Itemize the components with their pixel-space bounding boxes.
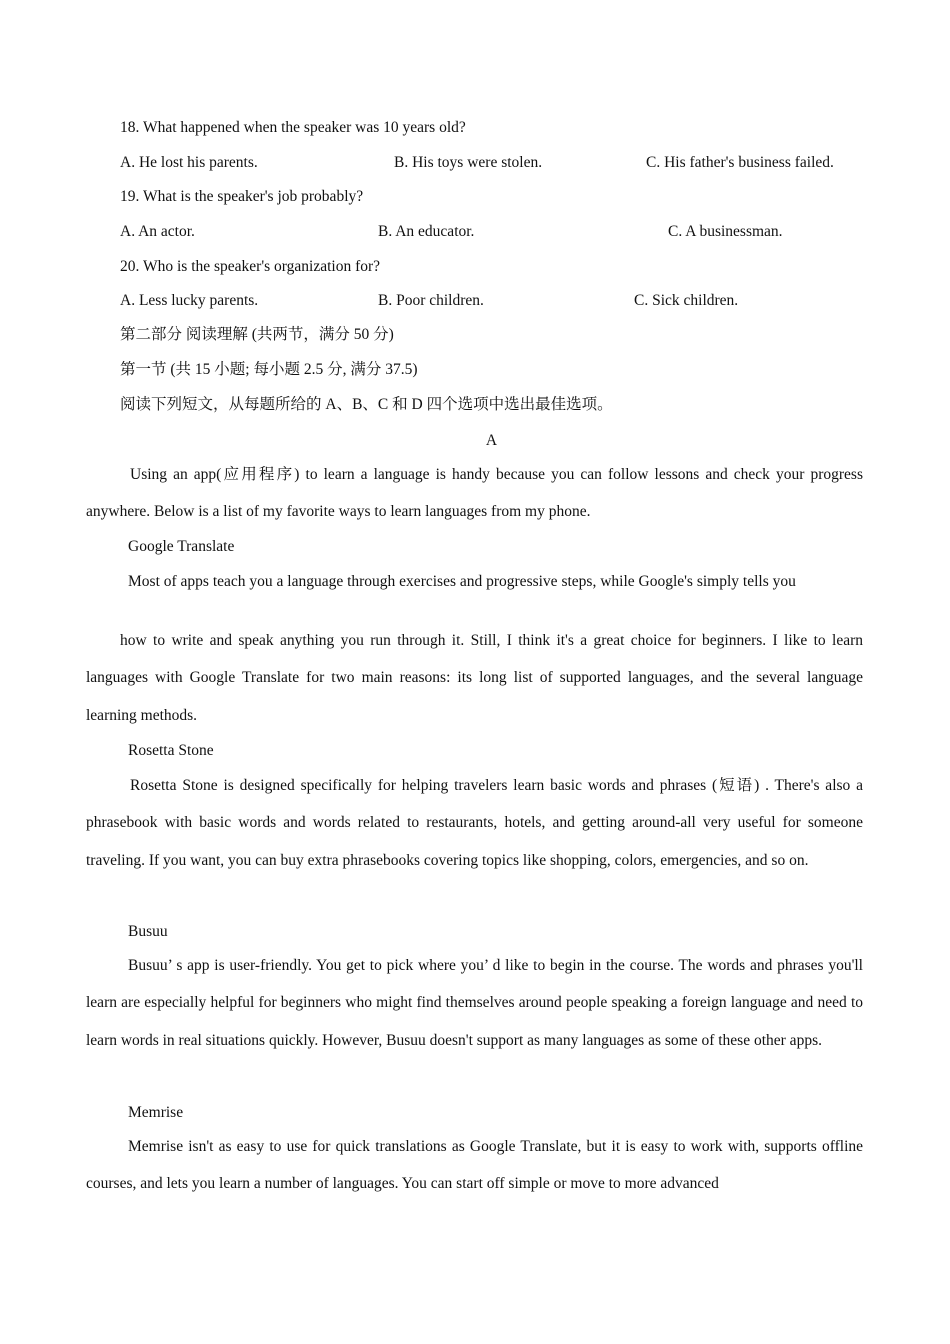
question-19-option-a: A. An actor.: [120, 223, 195, 240]
question-18-stem: 18. What happened when the speaker was 10 years old?: [120, 119, 466, 136]
busuu-paragraph: Busuu’ s app is user-friendly. You get to pick where you’ d like to begin in the course. The words and phrases you'll learn are especially helpful for beginners who might find themselves around people speaking a foreign language and need to learn words in real situations quickly. However, Busuu doesn't support as many languages as some of these other apps.: [86, 957, 863, 1049]
google-heading: Google Translate: [128, 538, 235, 555]
memrise-heading: Memrise: [128, 1104, 184, 1121]
section-sub-title: 第一节 (共 15 小题; 每小题 2.5 分, 满分 37.5): [120, 361, 418, 378]
google-paragraph-continued: how to write and speak anything you run through it. Still, I think it's a great choice for beginners. I like to learn languages with Google Translate for two main reasons: its long list of supported languages, and the several language learning methods.: [86, 632, 863, 724]
question-20-option-a: A. Less lucky parents.: [120, 292, 259, 309]
question-18-option-c: C. His father's business failed.: [646, 154, 834, 171]
question-19-stem: 19. What is the speaker's job probably?: [120, 188, 364, 205]
section-instruction: 阅读下列短文，从每题所给的 A、B、C 和 D 四个选项中选出最佳选项。: [120, 396, 613, 413]
google-paragraph-start: Most of apps teach you a language through exercises and progressive steps, while Google's simply tells you: [128, 573, 796, 590]
rosetta-heading: Rosetta Stone: [128, 742, 214, 759]
busuu-heading: Busuu: [128, 923, 168, 940]
passage-intro: Using an app(应用程序) to learn a language is handy because you can follow lessons and check your progress anywhere. Below is a list of my favorite ways to learn languages from my phone.: [86, 466, 863, 521]
question-20-option-b: B. Poor children.: [378, 292, 484, 309]
section-part-title: 第二部分 阅读理解 (共两节，满分 50 分): [120, 326, 394, 343]
memrise-paragraph: Memrise isn't as easy to use for quick translations as Google Translate, but it is easy to work with, supports offline courses, and lets you learn a number of languages. You can start off simple or move to more advanced: [86, 1138, 863, 1193]
question-18-option-a: A. He lost his parents.: [120, 154, 258, 171]
question-19-option-c: C. A businessman.: [668, 223, 783, 240]
question-20-option-c: C. Sick children.: [634, 292, 739, 309]
question-18-option-b: B. His toys were stolen.: [394, 154, 543, 171]
question-20-stem: 20. Who is the speaker's organization for?: [120, 258, 381, 275]
passage-label: A: [485, 432, 498, 449]
rosetta-paragraph: Rosetta Stone is designed specifically for helping travelers learn basic words and phrases (短语) . There's also a phrasebook with basic words and words related to restaurants, hotels, and getting around-all very useful for someone traveling. If you want, you can buy extra phrasebooks covering topics like shopping, colors, emergencies, and so on.: [86, 777, 863, 869]
question-19-option-b: B. An educator.: [378, 223, 475, 240]
